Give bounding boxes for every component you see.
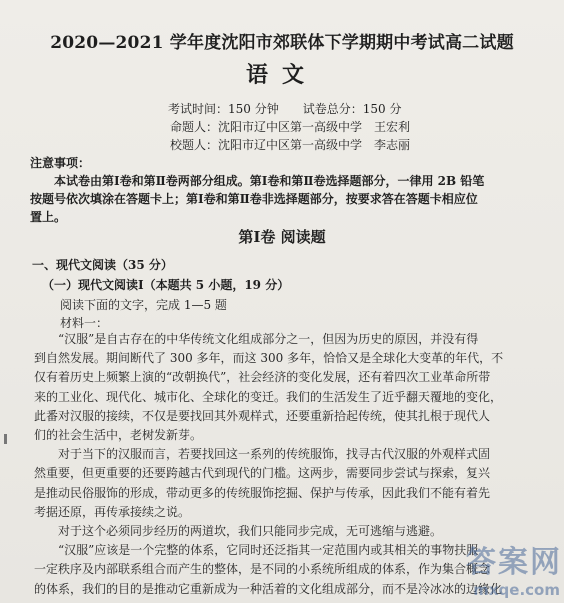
passage-line: 对于当下的汉服而言，若要找回这一系列的传统服饰，找寻古代汉服的外观样式固 [58,447,491,462]
section-title: 第Ⅰ卷 阅读题 [238,228,326,246]
watermark-text: 答案网 [466,545,562,580]
passage-line: 到自然发展。期间断代了 300 多年，而这 300 多年，恰恰又是全球化大变革的年代，不 [34,351,504,366]
material-label: 材料一： [60,316,109,330]
passage-line: 考据还原，再传承接续之说。 [34,504,191,519]
passage-line: “汉服”应该是一个完整的体系，它同时还泛指其一定范围内或其相关的事物扶服 [58,543,479,558]
proposer-line: 命题人：沈阳市辽中区第一高级中学 王宏利 [170,120,411,134]
passage-line: 是推动民俗服饰的形成，带动更多的传统服饰挖掘、保护与传承，因此我们不能有着先 [34,485,491,500]
passage-line: 仅有着历史上频繁上演的“改朝换代”，社会经济的变化发展，还有着四次工业革命所带 [34,370,491,385]
notice-heading: 注意事项： [30,156,91,170]
notice-block [30,172,540,226]
passage-line: 然重要，但更重要的还要跨越古代到现代的门槛。这两步，需要同步尝试与探索，复兴 [34,466,491,481]
passage-line: 对于这个必须同步经历的两道坎，我们只能同步完成，无可逃缩与逃避。 [58,524,443,539]
passage-line: “汉服”是自古存在的中华传统文化组成部分之一，但因为历史的原因，并没有得 [58,332,479,346]
passage-line: 一定秩序及内部联系组合而产生的整体，是不同的小系统所组成的体系，作为集合概念 [34,562,491,577]
reviewer-line: 校题人：沈阳市辽中区第一高级中学 李志丽 [170,138,411,152]
exam-time-line: 考试时间：150 分钟 试卷总分：150 分 [168,102,402,116]
notice-line: 按题号依次填涂在答题卡上；第Ⅰ卷和第Ⅱ卷非选择题部分，按要求答在答题卡相应位 [30,192,478,206]
passage-line: 来的工业化、现代化、城市化、全球化的变迁。我们的生活发生了近乎翻天覆地的变化， [34,389,503,404]
passage-line: 的体系，我们的目的是推动它重新成为一种活着的文化组成部分，而不是冷冰冰的边缘化 [34,581,503,596]
notice-line: 置上。 [30,210,67,224]
watermark-url: mxqe.com [473,581,560,599]
watermark-logo [458,523,564,603]
instruction-text: 阅读下面的文字，完成 1—5 题 [60,298,227,312]
subject-title: 语文 [245,62,318,88]
notice-line: 本试卷由第Ⅰ卷和第Ⅱ卷两部分组成。第Ⅰ卷和第Ⅱ卷选择题部分，一律用 2B 铅笔 [54,174,485,188]
passage-line: 们的社会生活中，老树发新芽。 [34,428,203,443]
scan-edge-mark [4,434,7,444]
part-heading: 一、现代文阅读（35 分） [32,258,173,272]
exam-title: 2020—2021 学年度沈阳市郊联体下学期期中考试高二试题 [50,33,514,53]
passage-line: 此番对汉服的接续，不仅是要找回其外观样式，还要重新拾起传统，使其扎根于现代人 [34,408,491,423]
subpart-heading: （一）现代文阅读Ⅰ（本题共 5 小题，19 分） [42,278,290,292]
